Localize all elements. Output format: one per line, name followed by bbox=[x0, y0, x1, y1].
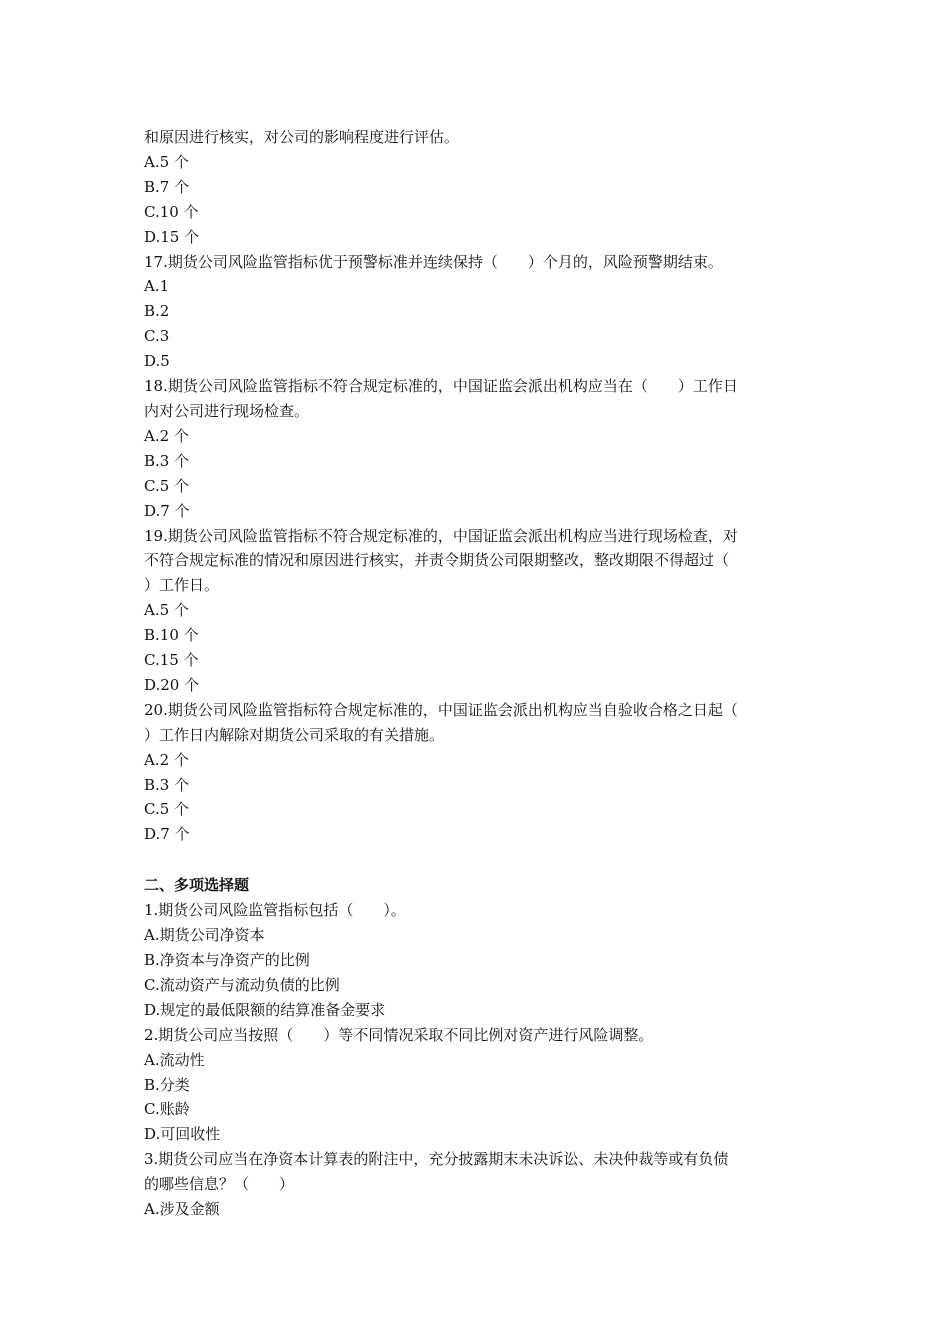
option: C.5 个 bbox=[144, 800, 190, 819]
question-text: 内对公司进行现场检查。 bbox=[144, 401, 310, 420]
question-text: ）工作日。 bbox=[144, 576, 220, 595]
question-17 bbox=[144, 250, 814, 375]
question-20 bbox=[144, 698, 814, 847]
option: C.账龄 bbox=[144, 1100, 190, 1119]
question-text: 19.期货公司风险监管指标不符合规定标准的，中国证监会派出机构应当进行现场检查，对 bbox=[144, 526, 738, 545]
option: A.流动性 bbox=[144, 1050, 205, 1069]
option: A.涉及金额 bbox=[144, 1200, 220, 1219]
first-options bbox=[144, 150, 814, 250]
option: A.5 个 bbox=[144, 601, 189, 620]
option: A.2 个 bbox=[144, 426, 189, 445]
option: D.15 个 bbox=[144, 227, 200, 246]
question-text: 不符合规定标准的情况和原因进行核实，并责令期货公司限期整改，整改期限不得超过（ bbox=[144, 551, 730, 570]
multi-question-1 bbox=[144, 898, 814, 1023]
option: D.7 个 bbox=[144, 501, 190, 520]
question-text: 的哪些信息？（ ） bbox=[144, 1175, 295, 1194]
option: D.20 个 bbox=[144, 675, 200, 694]
option: A.1 bbox=[144, 277, 170, 296]
option: B.2 bbox=[144, 302, 170, 321]
option: D.规定的最低限额的结算准备金要求 bbox=[144, 1000, 386, 1019]
option: A.期货公司净资本 bbox=[144, 926, 265, 945]
option: B.10 个 bbox=[144, 626, 199, 645]
option: C.3 bbox=[144, 327, 170, 346]
section-spacer bbox=[144, 847, 814, 873]
option: C.5 个 bbox=[144, 476, 190, 495]
section-heading: 二、多项选择题 bbox=[144, 876, 250, 895]
option: B.3 个 bbox=[144, 451, 190, 470]
option: C.流动资产与流动负债的比例 bbox=[144, 975, 340, 994]
option: A.2 个 bbox=[144, 750, 189, 769]
question-text: 1.期货公司风险监管指标包括（ ）。 bbox=[144, 901, 406, 920]
question-text: 2.期货公司应当按照（ ）等不同情况采取不同比例对资产进行风险调整。 bbox=[144, 1025, 654, 1044]
option: B.分类 bbox=[144, 1075, 190, 1094]
option: C.10 个 bbox=[144, 202, 199, 221]
option: C.15 个 bbox=[144, 651, 199, 670]
question-18 bbox=[144, 374, 814, 523]
multi-question-2 bbox=[144, 1023, 814, 1148]
question-text: 18.期货公司风险监管指标不符合规定标准的，中国证监会派出机构应当在（ ）工作日 bbox=[144, 377, 738, 396]
continuation-text: 和原因进行核实，对公司的影响程度进行评估。 bbox=[144, 128, 460, 146]
option: D.5 bbox=[144, 352, 170, 371]
option: B.净资本与净资产的比例 bbox=[144, 951, 310, 969]
document-page bbox=[144, 125, 814, 1222]
question-text: ）工作日内解除对期货公司采取的有关措施。 bbox=[144, 725, 445, 744]
question-text: 20.期货公司风险监管指标符合规定标准的，中国证监会派出机构应当自验收合格之日起（ bbox=[144, 700, 738, 719]
question-19 bbox=[144, 524, 814, 698]
option: B.3 个 bbox=[144, 775, 190, 794]
question-text: 17.期货公司风险监管指标优于预警标准并连续保持（ ）个月的，风险预警期结束。 bbox=[144, 252, 723, 271]
multi-question-3 bbox=[144, 1147, 814, 1222]
option: B.7 个 bbox=[144, 177, 190, 196]
option: D.可回收性 bbox=[144, 1125, 221, 1144]
question-text: 3.期货公司应当在净资本计算表的附注中，充分披露期末未决诉讼、未决仲裁等或有负债 bbox=[144, 1150, 729, 1169]
option: A.5 个 bbox=[144, 152, 189, 171]
option: D.7 个 bbox=[144, 825, 190, 844]
